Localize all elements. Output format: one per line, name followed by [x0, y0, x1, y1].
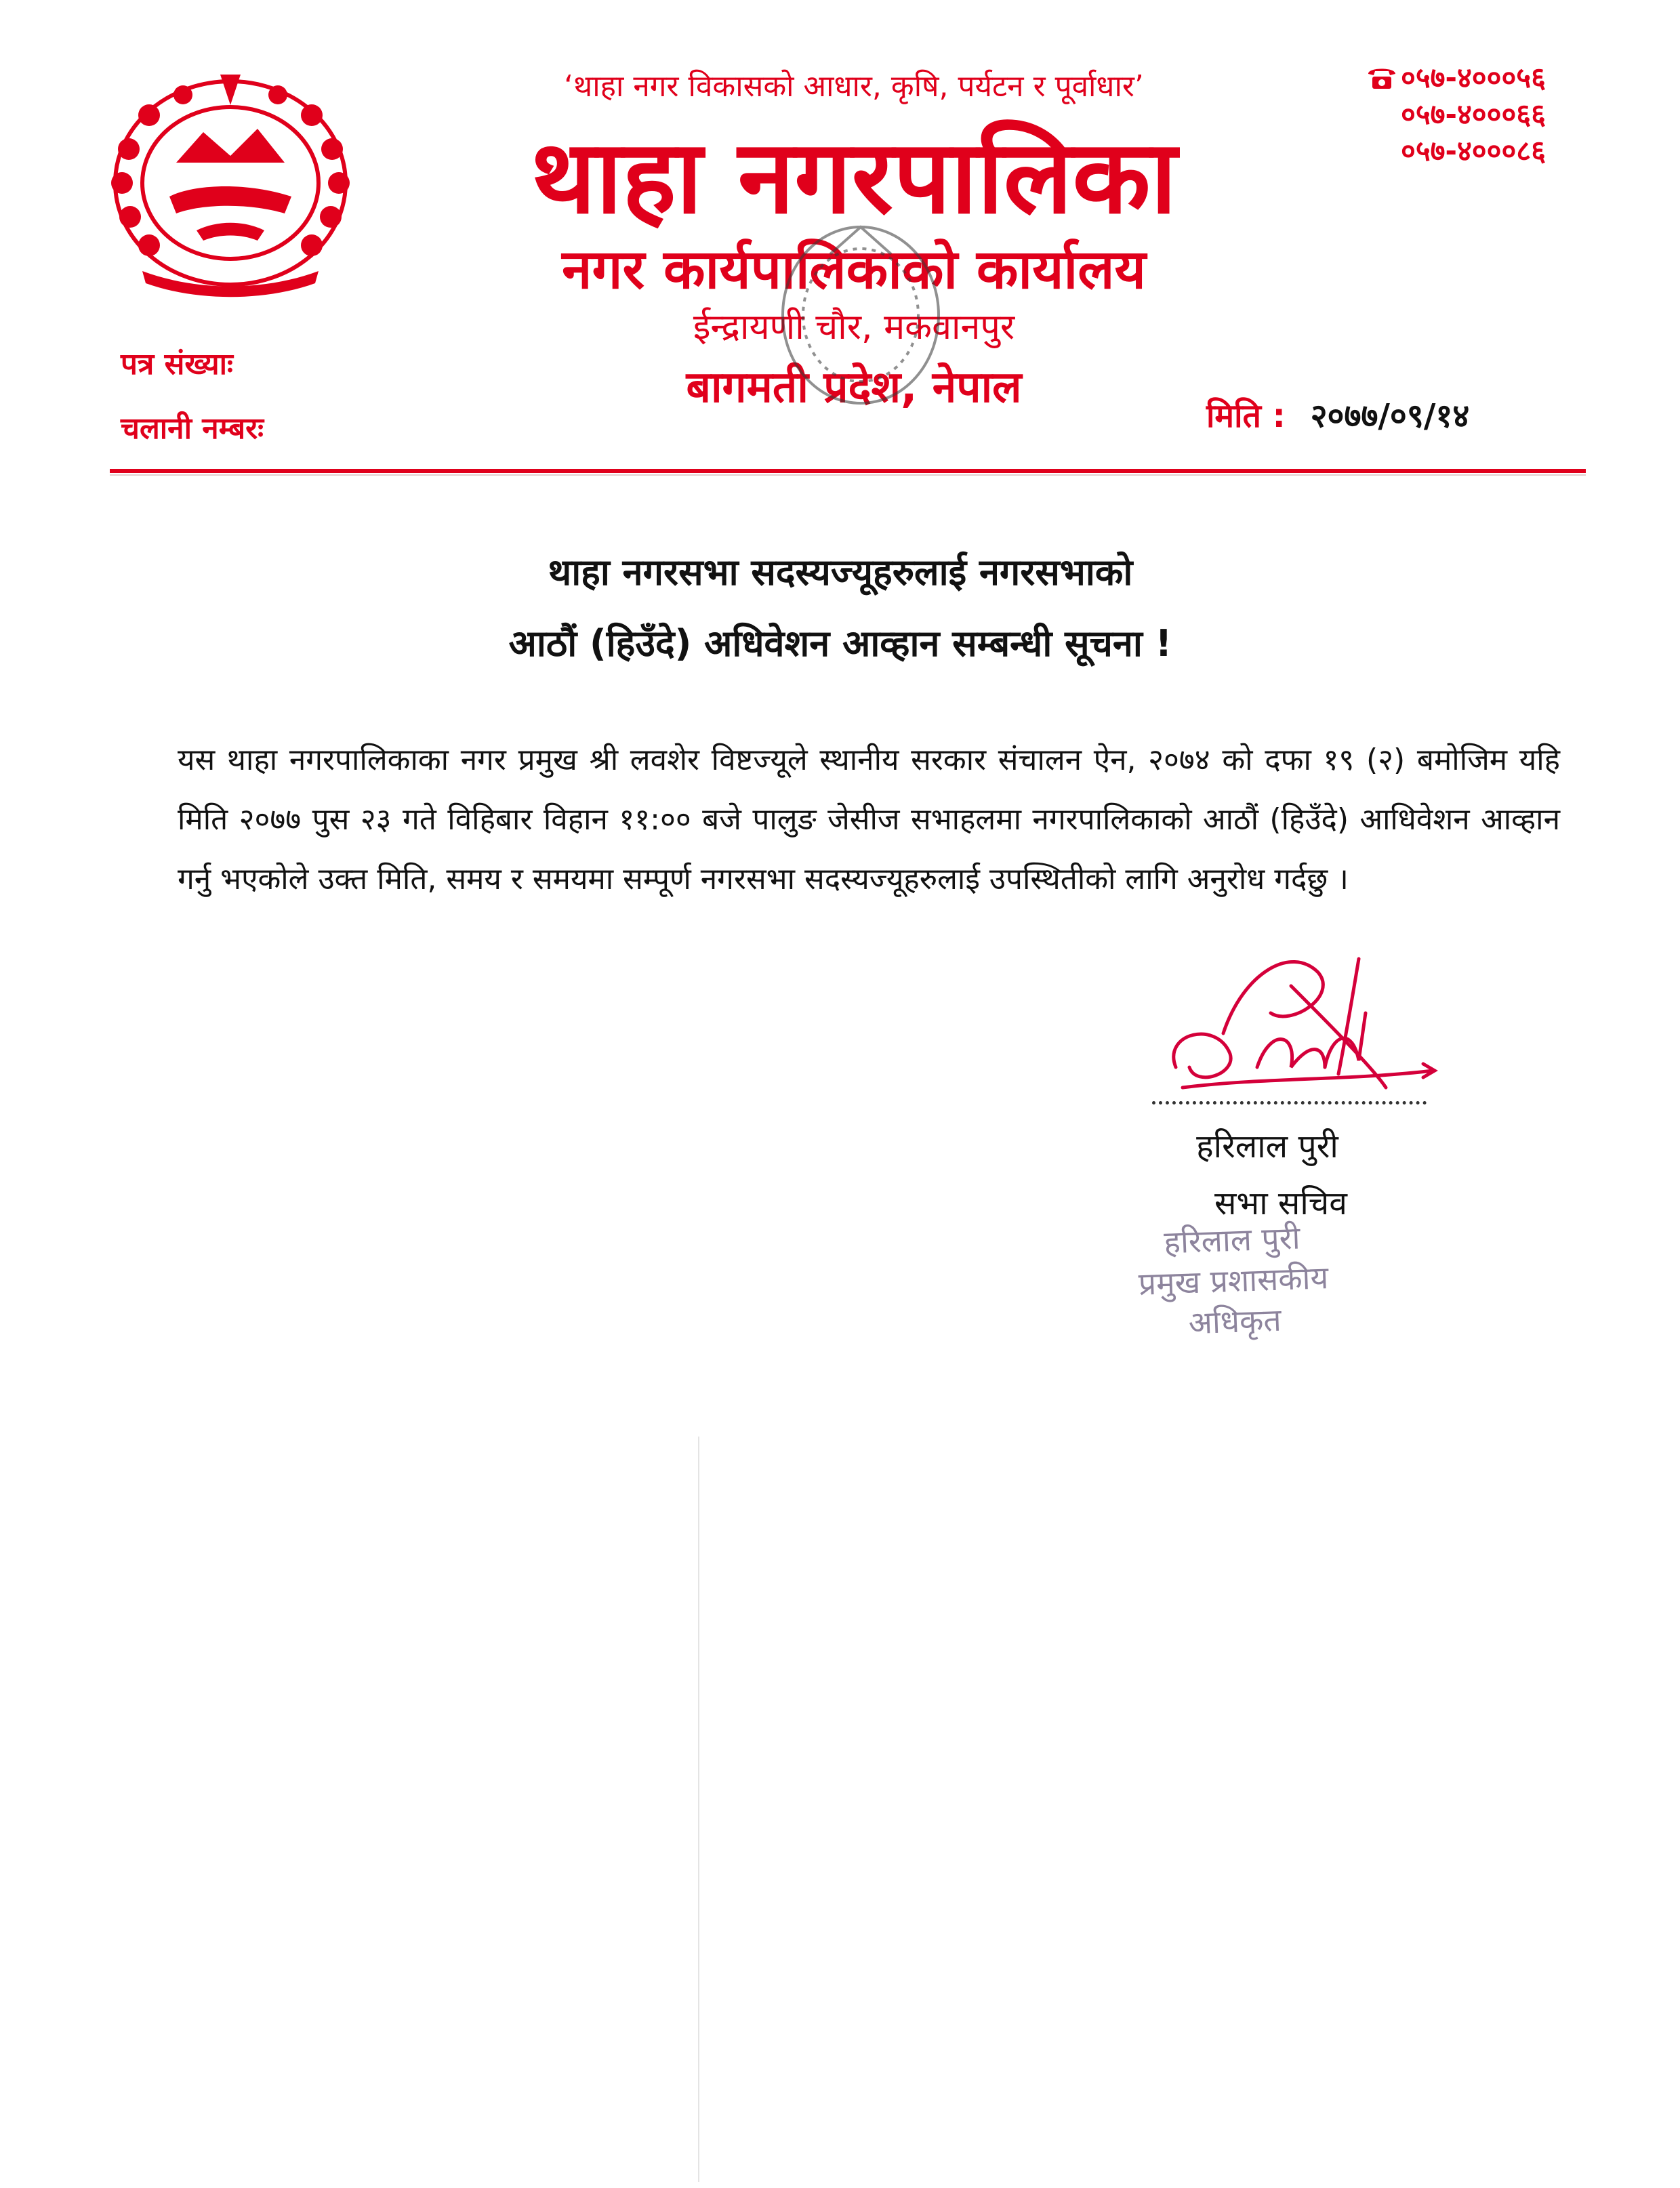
stamp-title2: अधिकृत	[1187, 1301, 1282, 1342]
phone-row	[1366, 133, 1637, 169]
notice-heading-line1: थाहा नगरसभा सदस्यज्यूहरुलाई नगरसभाको	[548, 551, 1133, 594]
signatory-name: हरिलाल पुरी	[1196, 1128, 1338, 1165]
paper-fold-line	[698, 1437, 699, 2182]
office-province: बागमती प्रदेश, नेपाल	[686, 363, 1022, 413]
letter-date	[1206, 393, 1469, 437]
municipality-title: थाहा नगरपालिका	[531, 119, 1177, 236]
phone-numbers	[1366, 60, 1637, 169]
date-value: २०७७/०९/१४	[1310, 397, 1470, 435]
office-address: ईन्द्रायणी चौर, मकवानपुर	[693, 307, 1015, 348]
stamp-title: प्रमुख प्रशासकीय	[1137, 1259, 1330, 1302]
notice-body: यस थाहा नगरपालिकाका नगर प्रमुख श्री लवशेर विष्टज्यूले स्थानीय सरकार संचालन ऐन, २०७४ को दफा १९ (२) बमोजिम यहि मिति २०७७ पुस २३ गते विहिबार विहान ११:०० बजे पालुङ जेसीज सभाहलमा नगरपालिकाको आठौं (हिउँदे) आधिवेशन आव्हान गर्नु भएकोले उक्त मिति, समय र समयमा सम्पूर्ण नगरसभा सदस्यज्यूहरुलाई उपस्थितीको लागि अनुरोध गर्दछु ।	[178, 743, 1560, 896]
officer-stamp	[1089, 1215, 1378, 1347]
telephone-icon	[1366, 64, 1398, 91]
phone-row	[1366, 60, 1637, 96]
date-label: मिति :	[1206, 397, 1286, 435]
notice-heading-line2: आठौं (हिउँदे) अधिवेशन आव्हान सम्बन्धी सूचना !	[508, 622, 1172, 665]
signature-icon	[1155, 932, 1440, 1115]
office-name: नगर कार्यपालिकाको कार्यालय	[562, 238, 1146, 301]
phone-number: ०५७-४०००८६	[1401, 134, 1546, 167]
stamp-name: हरिलाल पुरी	[1163, 1219, 1301, 1261]
phone-number: ०५७-४०००५६	[1401, 61, 1546, 94]
letterhead-motto: ‘थाहा नगर विकासको आधार, कृषि, पर्यटन र पूर्वाधार’	[564, 69, 1144, 104]
header-divider-shadow	[110, 474, 1586, 476]
letter-number-label: पत्र संख्याः	[121, 347, 233, 381]
phone-row	[1366, 96, 1637, 133]
header-divider	[110, 469, 1586, 473]
nepal-emblem-icon	[102, 68, 359, 302]
dispatch-number-label: चलानी नम्बरः	[121, 411, 264, 446]
signatory-designation: सभा सचिव	[1214, 1184, 1347, 1222]
phone-number: ०५७-४०००६६	[1401, 98, 1546, 131]
signature-line	[1152, 1101, 1427, 1105]
office-stamp-icon	[769, 200, 952, 444]
